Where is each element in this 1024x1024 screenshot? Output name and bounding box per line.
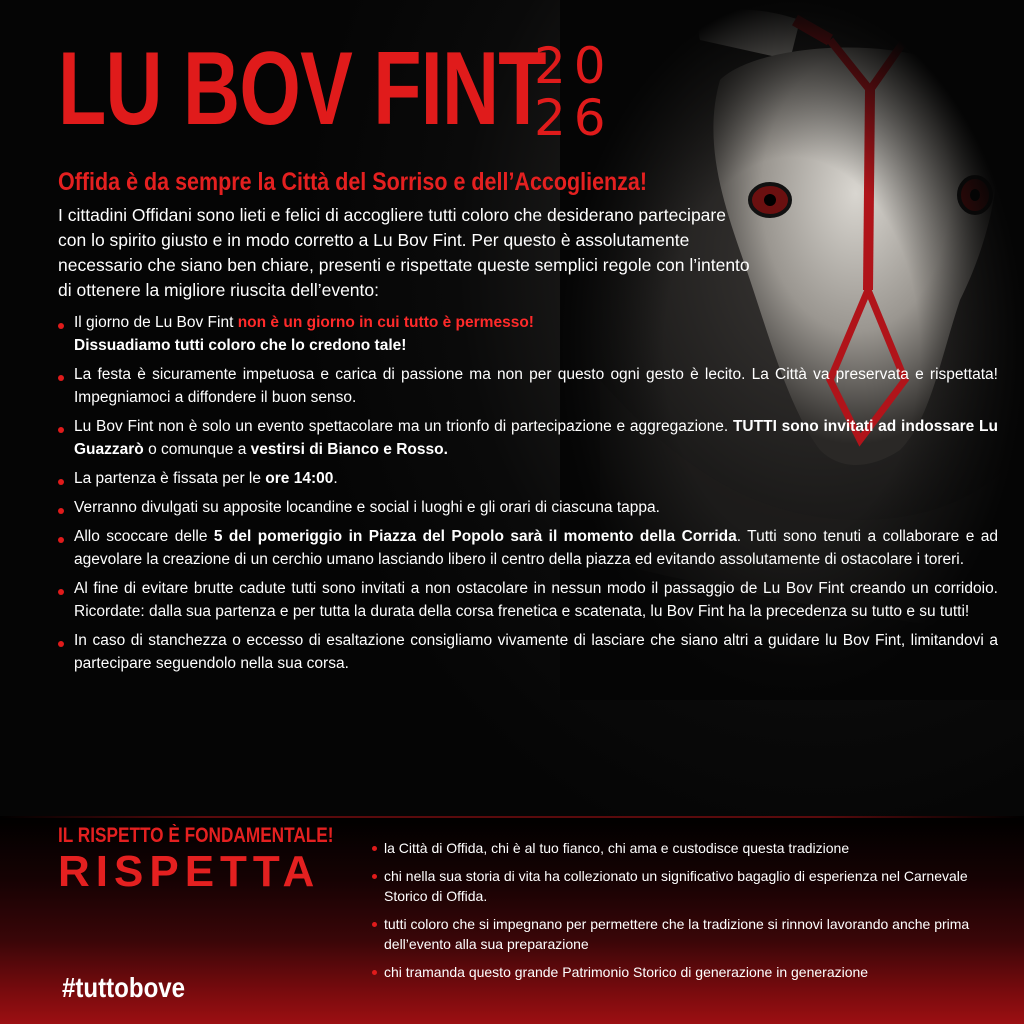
rule-item (58, 415, 998, 461)
event-year-top: 20 (534, 37, 614, 95)
rule-item (58, 577, 998, 623)
respect-item (372, 914, 972, 954)
rule-text: . (333, 470, 338, 487)
rule-text: La festa è sicuramente impetuosa e carica di passione ma non per questo ogni gesto è lecito. La Città va preservata e rispettata! Impegniamoci a diffondere il buon senso. (74, 366, 998, 406)
respect-item (372, 838, 972, 858)
hashtag: #tuttobove (62, 972, 186, 1003)
rule-text: o comunque a (143, 441, 251, 458)
respect-item-text: la Città di Offida, chi è al tuo fianco, chi ama e custodisce questa tradizione (384, 840, 850, 856)
rule-bold: vestirsi di Bianco e Rosso. (250, 441, 448, 458)
bullet-dot-icon (58, 537, 64, 543)
bullet-dot-icon (58, 323, 64, 329)
respect-item (372, 866, 972, 906)
respect-item (372, 962, 972, 982)
bullet-dot-icon (58, 641, 64, 647)
bullet-dot-icon (372, 874, 377, 879)
event-title: LU BOV FINT (58, 31, 546, 147)
intro-paragraph: I cittadini Offidani sono lieti e felici di accogliere tutti coloro che desiderano partecipare con lo spirito giusto e in modo corretto a Lu Bov Fint. Per questo è assolutamente necessario che siano ben chiare, presenti e rispettate queste semplici regole con l’intento di ottenere la migliore riuscita dell’evento: (58, 205, 750, 300)
respect-item-text: tutti coloro che si impegnano per permettere che la tradizione si rinnovi lavorando anche prima dell’evento alla sua preparazione (384, 916, 970, 952)
rule-text: Verranno divulgati su apposite locandine e social i luoghi e gli orari di ciascuna tappa. (74, 499, 660, 516)
bullet-dot-icon (58, 508, 64, 514)
headline: Offida è da sempre la Città del Sorriso e dell’Accoglienza! (58, 168, 648, 196)
rule-bold: Dissuadiamo tutti coloro che lo credono tale! (74, 337, 407, 354)
respect-word: RISPETTA (58, 847, 321, 896)
rule-text: La partenza è fissata per le (74, 470, 266, 487)
respect-block (58, 824, 368, 896)
bullet-dot-icon (372, 970, 377, 975)
rule-item (58, 525, 998, 571)
rules-list (58, 311, 998, 675)
bullet-dot-icon (58, 589, 64, 595)
respect-list (372, 838, 972, 990)
bullet-dot-icon (58, 427, 64, 433)
rule-text: Il giorno de Lu Bov Fint (74, 314, 238, 331)
rule-item (58, 467, 998, 490)
bullet-dot-icon (58, 375, 64, 381)
rule-text: Al fine di evitare brutte cadute tutti sono invitati a non ostacolare in nessun modo il passaggio de Lu Bov Fint creando un corridoio. Ricordate: dalla sua partenza e per tutta la durata della corsa frenetica e scatenata, lu Bov Fint ha la precedenza su tutto e su tutti! (74, 580, 998, 620)
bullet-dot-icon (58, 479, 64, 485)
rule-item (58, 363, 998, 409)
rule-item (58, 496, 998, 519)
rule-text: Lu Bov Fint non è solo un evento spettacolare ma un trionfo di partecipazione e aggregazione. (74, 418, 733, 435)
rule-text: In caso di stanchezza o eccesso di esaltazione consigliamo vivamente di lasciare che siano altri a guidare lu Bov Fint, limitandovi a partecipare seguendolo nella sua corsa. (74, 632, 998, 672)
rule-highlight: non è un giorno in cui tutto è permesso! (237, 314, 534, 331)
rule-item (58, 629, 998, 675)
rule-text: Allo scoccare delle (74, 528, 214, 545)
rules-section (58, 168, 998, 681)
rule-bold: 5 del pomeriggio in Piazza del Popolo sarà il momento della Corrida (213, 528, 737, 545)
rule-bold: TUTTI sono invitati ad indossare Lu Guazzarò (74, 418, 998, 458)
rule-item (58, 311, 998, 357)
rule-text: . Tutti sono tenuti a collaborare e ad agevolare la creazione di un cerchio umano lasciando libero il centro della piazza ed evitando assolutamente di ostacolare i toreri. (74, 528, 998, 568)
respect-subtitle: IL RISPETTO È FONDAMENTALE! (58, 824, 334, 847)
bullet-dot-icon (372, 846, 377, 851)
rule-bold: ore 14:00 (265, 470, 334, 487)
respect-item-text: chi nella sua storia di vita ha collezionato un significativo bagaglio di esperienza nel Carnevale Storico di Offida. (384, 868, 968, 904)
bullet-dot-icon (372, 922, 377, 927)
respect-item-text: chi tramanda questo grande Patrimonio Storico di generazione in generazione (384, 964, 869, 980)
event-year (534, 37, 644, 147)
event-year-bottom: 26 (534, 89, 614, 147)
